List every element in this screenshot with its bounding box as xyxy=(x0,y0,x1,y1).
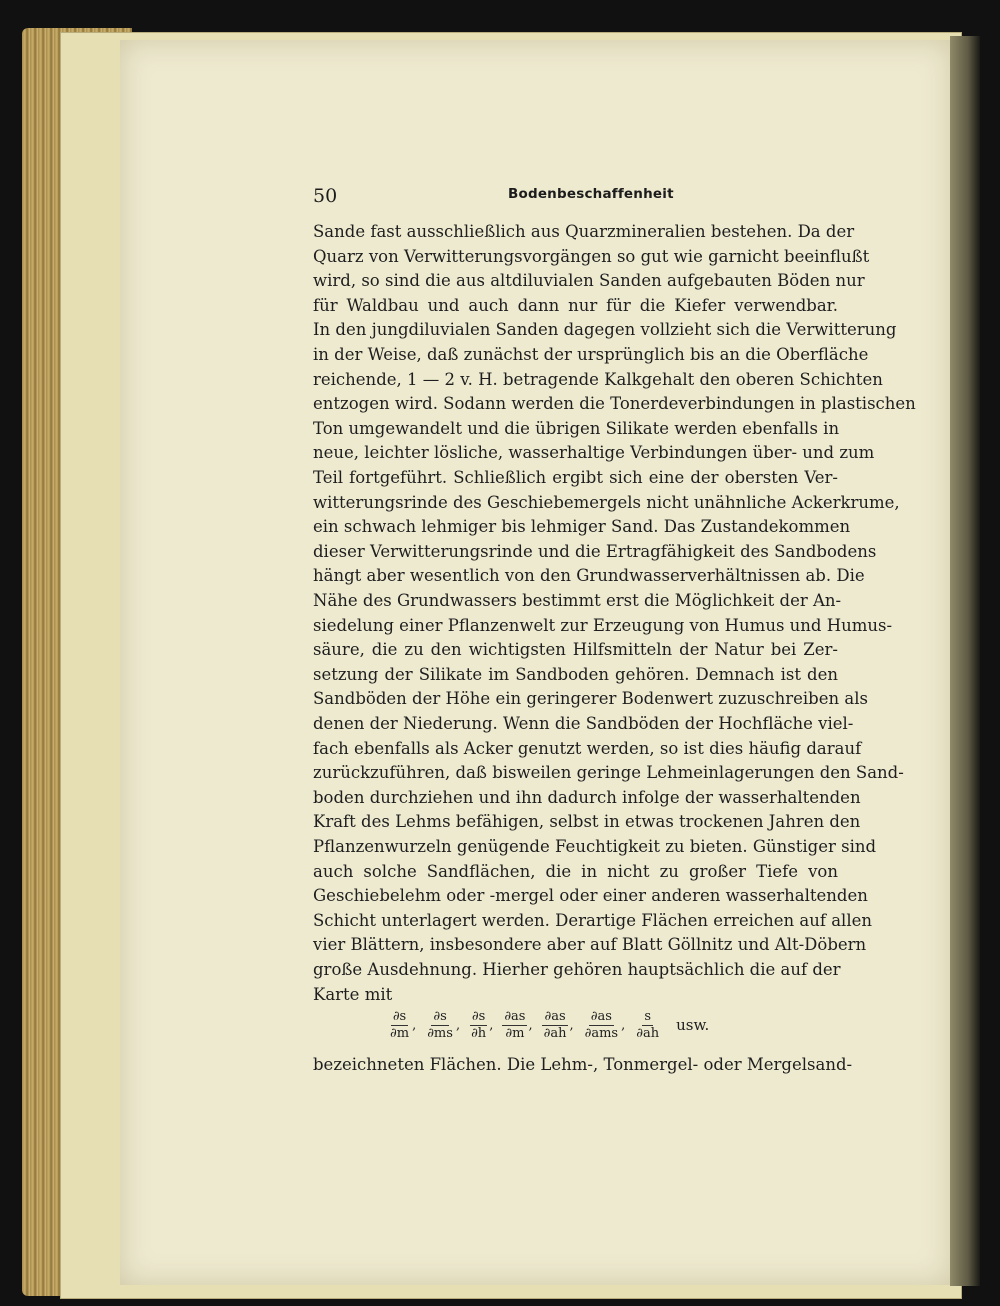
text-line: denen der Niederung. Wenn die Sandböden der Hochfläche viel- xyxy=(313,714,854,733)
fraction: $\frac{\partial s}{\partial ms}$ xyxy=(427,1008,453,1041)
map-symbol-formula: $\frac{\partial s}{\partial m}$ , $\frac{\partial s}{\partial ms}$ , $\frac{\partial s}{\partial h}$ , $\frac{\partial as}{\partial m}$ , $\frac{\partial as}{\partial ah}$ , $\frac{\partial as}{\text{∂ams}}$ , $\frac{s}{\partial ah}$ usw. xyxy=(390,1008,710,1041)
text-line: Teil fortgeführt. Schließlich ergibt sich eine der obersten Ver- xyxy=(313,468,838,487)
text-line: Pflanzenwurzeln genügende Feuchtigkeit zu bieten. Günstiger sind xyxy=(313,837,877,856)
text-line: große Ausdehnung. Hierher gehören hauptsächlich die auf der xyxy=(313,960,841,979)
text-line: neue, leichter lösliche, wasserhaltige Verbindungen über- und zum xyxy=(313,443,875,463)
text-line: für Waldbau und auch dann nur für die Kiefer verwendbar. xyxy=(313,295,838,315)
formula-suffix: usw. xyxy=(676,1016,710,1034)
fraction: $\frac{\partial as}{\partial ah}$ xyxy=(543,1008,567,1041)
gutter-shadow xyxy=(950,36,980,1286)
text-line: Sandböden der Höhe ein geringerer Bodenwert zuzuschreiben als xyxy=(313,689,868,709)
text-line: Karte mit xyxy=(313,984,393,1004)
text-line: Quarz von Verwitterungsvorgängen so gut wie garnicht beeinflußt xyxy=(313,246,870,266)
running-head: Bodenbeschaffenheit xyxy=(508,186,674,202)
text-line: ein schwach lehmiger bis lehmiger Sand. Das Zustandekommen xyxy=(313,517,851,537)
text-line: Schicht unterlagert werden. Derartige Flächen erreichen auf allen xyxy=(313,910,872,930)
text-line: Geschiebelehm oder -mergel oder einer anderen wasserhaltenden xyxy=(313,886,868,906)
fraction: $\frac{\partial as}{\partial m}$ xyxy=(504,1008,526,1041)
fraction: $\frac{\partial s}{\partial h}$ xyxy=(471,1008,487,1041)
text-line: fach ebenfalls als Acker genutzt werden, so ist dies häufig darauf xyxy=(313,738,862,758)
fraction: $\frac{s}{\partial ah}$ xyxy=(636,1008,660,1041)
fraction: $\frac{\partial s}{\partial m}$ xyxy=(390,1008,410,1041)
text-line: zurückzuführen, daß bisweilen geringe Lehmeinlagerungen den Sand- xyxy=(313,763,904,783)
text-line: entzogen wird. Sodann werden die Tonerdeverbindungen in plastischen xyxy=(313,394,916,414)
text-line: in der Weise, daß zunächst der ursprünglich bis an die Oberfläche xyxy=(313,345,869,364)
text-line: hängt aber wesentlich von den Grundwasserverhältnissen ab. Die xyxy=(313,566,865,586)
text-line: setzung der Silikate im Sandboden gehören. Demnach ist den xyxy=(313,664,838,684)
text-line: boden durchziehen und ihn dadurch infolge der wasserhaltenden xyxy=(313,787,861,807)
text-line: Kraft des Lehms befähigen, selbst in etwas trockenen Jahren den xyxy=(313,812,861,832)
text-line: Nähe des Grundwassers bestimmt erst die Möglichkeit der An- xyxy=(313,591,842,610)
text-line: vier Blättern, insbesondere aber auf Blatt Göllnitz und Alt-Döbern xyxy=(313,935,867,955)
fraction: $\frac{\partial as}{\text{∂ams}}$ xyxy=(584,1008,619,1041)
text-line: säure, die zu den wichtigsten Hilfsmitteln der Natur bei Zer- xyxy=(313,640,838,660)
page-number: 50 xyxy=(313,185,338,207)
text-line: reichende, 1 — 2 v. H. betragende Kalkgehalt den oberen Schichten xyxy=(313,369,883,389)
text-line: Sande fast ausschließlich aus Quarzmineralien bestehen. Da der xyxy=(313,222,855,241)
text-line: auch solche Sandflächen, die in nicht zu großer Tiefe von xyxy=(313,861,838,881)
text-line: dieser Verwitterungsrinde und die Ertragfähigkeit des Sandbodens xyxy=(313,541,877,561)
text-line: wird, so sind die aus altdiluvialen Sanden aufgebauten Böden nur xyxy=(313,271,865,291)
text-line: siedelung einer Pflanzenwelt zur Erzeugung von Humus und Humus- xyxy=(313,615,893,635)
text-line: Ton umgewandelt und die übrigen Silikate werden ebenfalls in xyxy=(313,418,840,438)
text-line: In den jungdiluvialen Sanden dagegen vollzieht sich die Verwitterung xyxy=(313,320,897,340)
final-text-line: bezeichneten Flächen. Die Lehm-, Tonmergel- oder Mergelsand- xyxy=(313,1055,853,1074)
text-line: witterungsrinde des Geschiebemergels nicht unähnliche Ackerkrume, xyxy=(313,492,900,512)
